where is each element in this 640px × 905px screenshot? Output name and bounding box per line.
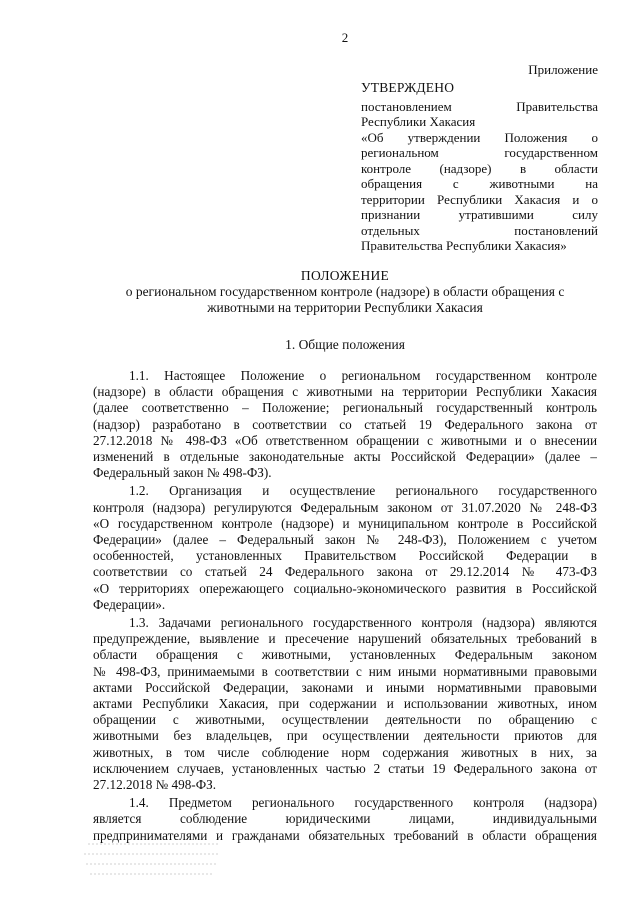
paragraph-line: 27.12.2018 № 498-ФЗ «Об ответственном обращении с животными и о внесении: [93, 432, 597, 448]
approval-line: признании утратившими силу: [361, 207, 598, 222]
paragraph-line: «О территориях опережающего социально-экономического развития в Российской: [93, 580, 597, 596]
paragraph-line: Федерации».: [93, 596, 166, 612]
paragraph-line: животных, в том числе соблюдение норм содержания животных в них, за: [93, 744, 597, 760]
paragraph-line: обращении с животными, осуществлении деятельности по обращению с: [93, 712, 597, 728]
approval-line: обращения с животными на: [361, 176, 598, 191]
approval-line: постановлением Правительства: [361, 98, 598, 114]
paragraph-line: (надзор) разработано в соответствии со статьей 19 Федерального закона от: [93, 416, 597, 432]
paragraph-line: животными без владельцев, при осуществлении деятельности приютов для: [93, 728, 597, 744]
approval-line: «Об утверждении Положения о: [361, 129, 598, 145]
appendix-label: Приложение: [528, 62, 598, 77]
paragraph-line: 1.1. Настоящее Положение о региональном государственном контроле: [129, 368, 597, 383]
section-heading: 1. Общие положения: [285, 337, 405, 352]
paragraph-1-3: [93, 615, 597, 793]
paragraph-line: предупреждение, выявление и пресечение нарушений обязательных требований в: [93, 631, 597, 647]
paragraph-line: 1.4. Предметом регионального государственного контроля (надзора): [129, 795, 597, 811]
paragraph-line: 27.12.2018 № 498-ФЗ.: [93, 777, 217, 793]
approval-line: отдельных постановлений: [361, 222, 598, 238]
approval-line: Республики Хакасия: [361, 114, 476, 129]
title-line: о региональном государственном контроле (надзоре) в области обращения с: [125, 284, 565, 299]
paragraph-1-2: [93, 483, 597, 613]
paragraph-line: 1.2. Организация и осуществление регионального государственного: [129, 483, 597, 499]
approval-heading: УТВЕРЖДЕНО: [361, 80, 455, 95]
approval-line: Правительства Республики Хакасия»: [361, 238, 567, 253]
approval-line: контроле (надзоре) в области: [361, 160, 598, 176]
document-title: [80, 268, 610, 316]
paragraph-line: предпринимателями и гражданами обязательных требований в области обращения: [93, 827, 597, 843]
paragraph-line: Федерации» (далее – Федеральный закон № 248-ФЗ), Положением с учетом: [93, 532, 597, 548]
paragraph-line: Федеральный закон № 498-ФЗ).: [93, 465, 272, 481]
body-text: [93, 368, 597, 846]
paragraph-line: № 498-ФЗ, принимаемыми в соответствии с ним иными нормативными правовыми: [93, 663, 597, 679]
paragraph-line: «О государственном контроле (надзоре) и муниципальном контроле в Российской: [93, 515, 597, 531]
approval-line: региональном государственном: [361, 145, 598, 160]
paragraph-line: соответствии со статьей 24 Федерального закона от 29.12.2014 № 473-ФЗ: [93, 564, 597, 580]
faint-stamp-mark: [80, 836, 230, 886]
page-number: 2: [341, 30, 349, 45]
paragraph-line: актами Российской Федерации, законами и иными нормативными правовыми: [93, 679, 597, 695]
title-line: животными на территории Республики Хакасия: [207, 300, 483, 315]
paragraph-line: 1.3. Задачами регионального государственного контроля (надзора) являются: [129, 615, 597, 631]
paragraph-line: (далее соответственно – Положение; региональный государственный контроль: [93, 400, 597, 416]
paragraph-line: изменений в отдельные законодательные акты Российской Федерации» (далее –: [93, 449, 597, 465]
paragraph-line: актами Республики Хакасия, при содержании и использовании животных, ином: [93, 696, 597, 712]
paragraph-line: контроля (надзора) регулируются Федеральным законом от 31.07.2020 № 248-ФЗ: [93, 499, 597, 515]
paragraph-line: исключением случаев, установленных частью 2 статьи 19 Федерального закона от: [93, 760, 597, 776]
paragraph-line: является соблюдение юридическими лицами, индивидуальными: [93, 811, 597, 827]
paragraph-1-1: [93, 368, 597, 481]
paragraph-line: (надзоре) в области обращения с животными на территории Республики Хакасия: [93, 384, 597, 400]
approval-block: [361, 80, 598, 254]
title-heading: ПОЛОЖЕНИЕ: [300, 268, 390, 283]
paragraph-line: области обращения с животными, установленных Федеральным законом: [93, 647, 597, 663]
approval-line: территории Республики Хакасия и о: [361, 191, 598, 207]
paragraph-line: особенностей, установленных Правительством Российской Федерации в: [93, 548, 597, 564]
